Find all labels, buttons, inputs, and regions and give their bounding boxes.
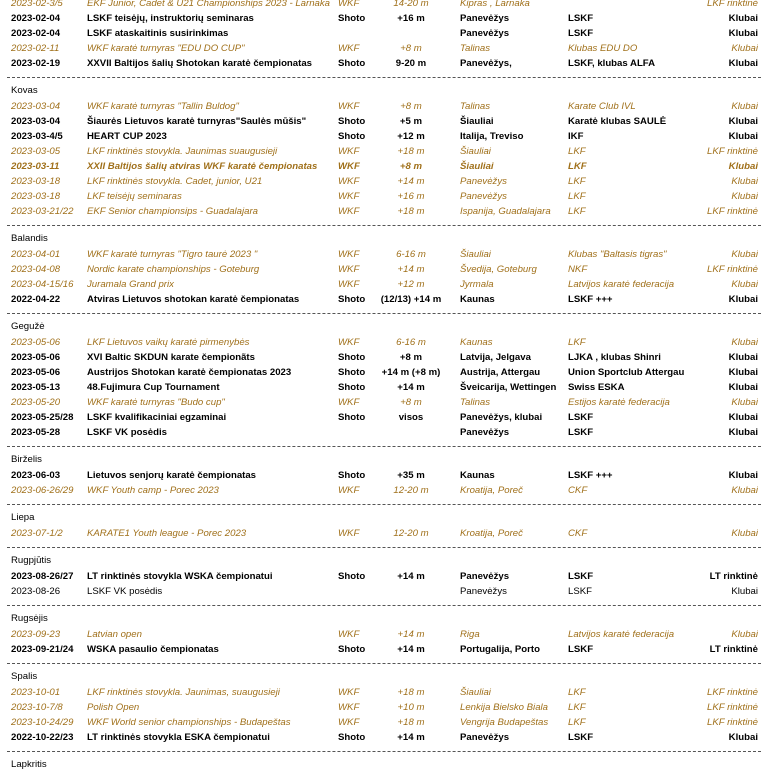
event-row <box>0 365 768 380</box>
event-place: Panevėžys <box>460 732 510 743</box>
event-event: Polish Open <box>87 702 140 713</box>
event-style: WKF <box>338 191 360 202</box>
event-style: Shoto <box>338 412 366 423</box>
event-date: 2023-09-23 <box>11 629 61 640</box>
event-event: LT rinktinės stovykla ESKA čempionatui <box>87 732 270 743</box>
event-event: LKF rinktinės stovykla. Cadet, junior, U21 <box>87 176 263 187</box>
event-style: WKF <box>338 528 360 539</box>
event-style: WKF <box>338 717 360 728</box>
event-type: Klubai <box>728 412 758 423</box>
event-type: Klubai <box>728 161 758 172</box>
event-row <box>0 262 768 277</box>
event-style: WKF <box>338 629 360 640</box>
event-age: +14 m <box>397 571 425 582</box>
event-age: +18 m <box>397 687 425 698</box>
section-divider <box>7 313 761 314</box>
event-place: Panevėžys, klubai <box>460 412 543 423</box>
event-date: 2022-04-22 <box>11 294 61 305</box>
event-type: Klubai <box>731 485 758 496</box>
event-place: Panevėžys, <box>460 58 512 69</box>
event-style: WKF <box>338 702 360 713</box>
event-place: Italija, Treviso <box>460 131 524 142</box>
event-event: Nordic karate championships - Goteburg <box>87 264 260 275</box>
event-org: LSKF +++ <box>568 294 613 305</box>
event-row <box>0 350 768 365</box>
event-place: Jyrmala <box>460 279 494 290</box>
event-event: WKF Youth camp - Porec 2023 <box>87 485 219 496</box>
event-date: 2023-10-24/29 <box>11 717 74 728</box>
event-date: 2023-03-4/5 <box>11 131 63 142</box>
event-type: Klubai <box>731 176 758 187</box>
event-event: EKF Senior championsips - Guadalajara <box>87 206 259 217</box>
event-style: WKF <box>338 279 360 290</box>
event-date: 2023-10-7/8 <box>11 702 63 713</box>
event-type: Klubai <box>728 58 758 69</box>
event-org: Karatė klubas SAULĖ <box>568 116 667 127</box>
event-place: Švedija, Goteburg <box>460 264 537 275</box>
event-date: 2023-03-05 <box>11 146 61 157</box>
event-row <box>0 99 768 114</box>
event-org: Swiss ESKA <box>568 382 625 393</box>
event-age: +8 m <box>400 397 422 408</box>
event-type: Klubai <box>731 191 758 202</box>
event-place: Kroatija, Poreč <box>460 528 523 539</box>
event-org: LSKF +++ <box>568 470 613 481</box>
event-place: Kaunas <box>460 337 493 348</box>
event-style: Shoto <box>338 571 366 582</box>
event-date: 2022-10-22/23 <box>11 732 74 743</box>
event-style: WKF <box>338 485 360 496</box>
event-event: XXVII Baltijos šalių Shotokan karatė čempionatas <box>87 58 312 69</box>
event-date: 2023-05-06 <box>11 352 61 363</box>
event-place: Kaunas <box>460 294 495 305</box>
event-event: WKF karatė turnyras "Budo cup" <box>87 397 225 408</box>
event-style: Shoto <box>338 382 366 393</box>
event-date: 2023-05-20 <box>11 397 61 408</box>
event-row <box>0 26 768 41</box>
event-place: Lenkija Bielsko Biala <box>460 702 548 713</box>
event-place: Latvija, Jelgava <box>460 352 531 363</box>
event-place: Talinas <box>460 43 491 54</box>
event-date: 2023-08-26 <box>11 586 61 597</box>
event-place: Ispanija, Guadalajara <box>460 206 551 217</box>
event-row <box>0 425 768 440</box>
event-age: +12 m <box>397 279 425 290</box>
event-age: +14 m <box>397 176 425 187</box>
event-row <box>0 247 768 262</box>
event-org: LSKF, klubas ALFA <box>568 58 656 69</box>
event-type: LKF rinktinė <box>706 702 758 713</box>
event-date: 2023-05-06 <box>11 337 61 348</box>
event-style: Shoto <box>338 367 366 378</box>
event-row <box>0 335 768 350</box>
event-date: 2023-03-18 <box>11 176 61 187</box>
event-age: +14 m (+8 m) <box>381 367 441 378</box>
event-age: 12-20 m <box>393 485 429 496</box>
month-heading: Rugpjūtis <box>11 555 51 566</box>
event-style: Shoto <box>338 470 366 481</box>
event-age: 9-20 m <box>395 58 427 69</box>
event-place: Šiauliai <box>460 146 491 157</box>
event-org: Latvijos karatė federacija <box>568 629 675 640</box>
event-event: LKF Lietuvos vaikų karatė pirmenybės <box>87 337 250 348</box>
section-divider <box>7 504 761 505</box>
event-org: Klubas EDU DO <box>568 43 638 54</box>
event-place: Austrija, Attergau <box>460 367 541 378</box>
month-heading: Birželis <box>11 454 42 465</box>
event-age: 14-20 m <box>393 0 429 9</box>
event-style: WKF <box>338 687 360 698</box>
event-org: LSKF <box>568 586 592 597</box>
event-age: +14 m <box>397 264 425 275</box>
event-date: 2023-05-28 <box>11 427 61 438</box>
month-heading: Rugsėjis <box>11 613 48 624</box>
event-age: +18 m <box>397 146 425 157</box>
event-place: Kroatija, Poreč <box>460 485 523 496</box>
event-row <box>0 114 768 129</box>
event-date: 2023-02-19 <box>11 58 61 69</box>
event-type: Klubai <box>728 427 758 438</box>
event-row <box>0 129 768 144</box>
event-event: Atviras Lietuvos shotokan karatė čempionatas <box>87 294 300 305</box>
event-style: Shoto <box>338 116 366 127</box>
event-age: +16 m <box>397 13 425 24</box>
event-row <box>0 468 768 483</box>
event-event: LSKF VK posėdis <box>87 586 163 597</box>
event-type: Klubai <box>728 382 758 393</box>
event-place: Šiauliai <box>460 116 494 127</box>
event-place: Panevėžys <box>460 176 507 187</box>
event-date: 2023-03-04 <box>11 101 61 112</box>
event-org: Karate Club IVL <box>568 101 636 112</box>
event-org: LKF <box>568 337 586 348</box>
event-style: Shoto <box>338 131 366 142</box>
event-org: LKF <box>568 191 586 202</box>
event-org: LKF <box>568 161 587 172</box>
event-org: Union Sportclub Attergau <box>568 367 685 378</box>
event-row <box>0 56 768 71</box>
event-date: 2023-05-25/28 <box>11 412 74 423</box>
event-style: WKF <box>338 249 360 260</box>
event-type: LT rinktinė <box>709 644 758 655</box>
section-divider <box>7 547 761 548</box>
event-type: Klubai <box>728 13 758 24</box>
event-event: 48.Fujimura Cup Tournament <box>87 382 220 393</box>
month-heading: Balandis <box>11 233 48 244</box>
event-row <box>0 11 768 26</box>
event-style: WKF <box>338 176 360 187</box>
event-date: 2023-05-06 <box>11 367 61 378</box>
event-style: Shoto <box>338 644 366 655</box>
event-type: Klubai <box>728 352 758 363</box>
event-event: Latvian open <box>87 629 142 640</box>
section-divider <box>7 751 761 752</box>
event-event: HEART CUP 2023 <box>87 131 167 142</box>
section-divider <box>7 605 761 606</box>
event-event: LKF teisėjų seminaras <box>87 191 182 202</box>
event-date: 2023-03-11 <box>11 161 60 172</box>
event-row <box>0 41 768 56</box>
event-style: Shoto <box>338 58 366 69</box>
event-place: Kipras , Larnaka <box>460 0 530 9</box>
event-age: +8 m <box>400 101 422 112</box>
event-age: +10 m <box>397 702 425 713</box>
event-org: LKF <box>568 702 586 713</box>
event-row <box>0 627 768 642</box>
event-age: +16 m <box>397 191 425 202</box>
event-event: WKF karatė turnyras "EDU DO CUP" <box>87 43 245 54</box>
event-style: WKF <box>338 337 360 348</box>
event-row <box>0 174 768 189</box>
event-event: LSKF VK posėdis <box>87 427 167 438</box>
event-type: Klubai <box>728 131 758 142</box>
event-date: 2023-04-08 <box>11 264 61 275</box>
event-org: IKF <box>568 131 584 142</box>
event-age: +14 m <box>397 644 425 655</box>
event-style: WKF <box>338 101 360 112</box>
event-event: EKF Junior, Cadet & U21 Championships 2023 - Larnaka <box>87 0 331 9</box>
event-age: +18 m <box>397 206 425 217</box>
event-row <box>0 410 768 425</box>
event-place: Šiauliai <box>460 687 491 698</box>
event-date: 2023-03-18 <box>11 191 61 202</box>
event-style: WKF <box>338 397 360 408</box>
event-age: +18 m <box>397 717 425 728</box>
event-date: 2023-09-21/24 <box>11 644 74 655</box>
event-date: 2023-02-04 <box>11 13 61 24</box>
month-heading: Spalis <box>11 671 38 682</box>
event-place: Panevėžys <box>460 28 510 39</box>
event-event: KARATE1 Youth league - Porec 2023 <box>87 528 247 539</box>
event-age: 12-20 m <box>393 528 429 539</box>
event-age: 6-16 m <box>396 337 426 348</box>
event-style: WKF <box>338 206 360 217</box>
event-event: LKF rinktinės stovykla. Jaunimas, suaugusieji <box>87 687 280 698</box>
event-type: LKF rinktinė <box>706 206 758 217</box>
event-type: Klubai <box>728 116 758 127</box>
event-type: LKF rinktinė <box>706 687 758 698</box>
event-event: WKF karatė turnyras "Tigro taurė 2023 " <box>87 249 258 260</box>
event-date: 2023-05-13 <box>11 382 61 393</box>
event-type: Klubai <box>728 28 758 39</box>
event-event: WSKA pasaulio čempionatas <box>87 644 219 655</box>
event-type: Klubai <box>731 43 758 54</box>
event-org: LSKF <box>568 427 594 438</box>
event-place: Talinas <box>460 101 491 112</box>
event-row <box>0 685 768 700</box>
event-event: WKF World senior championships - Budapeštas <box>87 717 291 728</box>
event-event: LSKF ataskaitinis susirinkimas <box>87 28 229 39</box>
event-row <box>0 277 768 292</box>
event-row <box>0 159 768 174</box>
month-heading: Liepa <box>11 512 35 523</box>
event-type: Klubai <box>731 528 758 539</box>
event-row <box>0 730 768 745</box>
event-place: Panevėžys <box>460 427 510 438</box>
event-style: WKF <box>338 0 360 9</box>
event-row <box>0 189 768 204</box>
section-divider <box>7 446 761 447</box>
event-type: Klubai <box>728 367 758 378</box>
event-age: +8 m <box>400 43 422 54</box>
event-row <box>0 483 768 498</box>
month-heading: Kovas <box>11 85 38 96</box>
event-org: LSKF <box>568 732 594 743</box>
event-age: +12 m <box>397 131 425 142</box>
event-style: WKF <box>338 43 360 54</box>
event-org: LKF <box>568 687 586 698</box>
event-row <box>0 584 768 599</box>
event-place: Šveicarija, Wettingen <box>460 382 557 393</box>
event-date: 2023-10-01 <box>11 687 61 698</box>
event-type: Klubai <box>731 337 758 348</box>
event-date: 2023-07-1/2 <box>11 528 63 539</box>
event-age: visos <box>398 412 424 423</box>
month-heading: Gegužė <box>11 321 45 332</box>
event-row <box>0 700 768 715</box>
event-org: LJKA , klubas Shinri <box>568 352 661 363</box>
event-date: 2023-02-04 <box>11 28 61 39</box>
event-type: Klubai <box>731 249 758 260</box>
event-org: Klubas "Baltasis tigras" <box>568 249 667 260</box>
event-row <box>0 715 768 730</box>
event-age: +14 m <box>397 629 425 640</box>
event-org: CKF <box>568 528 588 539</box>
section-divider <box>7 77 761 78</box>
event-style: WKF <box>338 161 360 172</box>
event-org: LKF <box>568 206 586 217</box>
event-event: Šiaurės Lietuvos karatė turnyras"Saulės mūšis" <box>87 116 307 127</box>
event-row <box>0 569 768 584</box>
event-row <box>0 395 768 410</box>
event-event: WKF karatė turnyras "Tallin Buldog" <box>87 101 239 112</box>
event-org: CKF <box>568 485 588 496</box>
event-style: WKF <box>338 146 360 157</box>
event-org: NKF <box>568 264 588 275</box>
event-row <box>0 380 768 395</box>
event-place: Panevėžys <box>460 571 510 582</box>
event-org: LSKF <box>568 571 594 582</box>
event-org: LSKF <box>568 412 594 423</box>
event-type: LKF rinktinė <box>706 0 758 9</box>
event-place: Portugalija, Porto <box>460 644 540 655</box>
event-event: LKF rinktinės stovykla. Jaunimas suaugusieji <box>87 146 278 157</box>
event-org: LSKF <box>568 644 594 655</box>
event-age: +14 m <box>397 732 425 743</box>
event-row <box>0 292 768 307</box>
event-row <box>0 642 768 657</box>
event-style: Shoto <box>338 732 366 743</box>
event-event: LSKF teisėjų, instruktorių seminaras <box>87 13 254 24</box>
event-place: Panevėžys <box>460 191 507 202</box>
section-divider <box>7 663 761 664</box>
event-org: LKF <box>568 176 586 187</box>
event-style: Shoto <box>338 352 366 363</box>
event-event: Lietuvos senjorų karatė čempionatas <box>87 470 257 481</box>
event-date: 2023-02-3/5 <box>11 0 63 9</box>
event-event: XXII Baltijos šalių atviras WKF karatė čempionatas <box>87 161 318 172</box>
event-type: LT rinktinė <box>709 571 758 582</box>
event-age: 6-16 m <box>396 249 426 260</box>
event-event: LT rinktinės stovykla WSKA čempionatui <box>87 571 273 582</box>
event-date: 2023-02-11 <box>11 43 60 54</box>
event-age: +8 m <box>399 352 423 363</box>
event-row <box>0 144 768 159</box>
event-org: LSKF <box>568 28 594 39</box>
event-type: Klubai <box>731 279 758 290</box>
event-row <box>0 526 768 541</box>
event-age: (12/13) +14 m <box>380 294 442 305</box>
event-date: 2023-06-03 <box>11 470 61 481</box>
event-age: +14 m <box>397 382 425 393</box>
event-type: Klubai <box>728 470 758 481</box>
event-place: Šiauliai <box>460 161 494 172</box>
event-age: +35 m <box>397 470 425 481</box>
event-row <box>0 204 768 219</box>
event-date: 2023-03-04 <box>11 116 61 127</box>
event-type: Klubai <box>728 294 758 305</box>
section-divider <box>7 225 761 226</box>
event-place: Šiauliai <box>460 249 491 260</box>
event-date: 2023-08-26/27 <box>11 571 74 582</box>
event-style: WKF <box>338 264 360 275</box>
event-type: Klubai <box>731 101 758 112</box>
event-style: Shoto <box>338 294 366 305</box>
event-type: LKF rinktinė <box>706 146 758 157</box>
event-event: Juramala Grand prix <box>87 279 174 290</box>
event-type: LKF rinktinė <box>706 264 758 275</box>
event-place: Kaunas <box>460 470 495 481</box>
event-date: 2023-03-21/22 <box>11 206 74 217</box>
event-date: 2023-06-26/29 <box>11 485 74 496</box>
month-heading: Lapkritis <box>11 759 47 770</box>
event-place: Panevėžys <box>460 13 510 24</box>
event-place: Vengrija Budapeštas <box>460 717 549 728</box>
event-type: Klubai <box>731 586 758 597</box>
event-place: Talinas <box>460 397 491 408</box>
event-org: Estijos karatė federacija <box>568 397 670 408</box>
event-place: Panevėžys <box>460 586 507 597</box>
event-date: 2023-04-01 <box>11 249 61 260</box>
event-date: 2023-04-15/16 <box>11 279 74 290</box>
event-org: LSKF <box>568 13 594 24</box>
event-org: Latvijos karatė federacija <box>568 279 675 290</box>
event-event: Austrijos Shotokan karatė čempionatas 2023 <box>87 367 292 378</box>
event-org: LKF <box>568 717 586 728</box>
event-row <box>0 0 768 11</box>
event-type: Klubai <box>731 629 758 640</box>
event-place: Riga <box>460 629 480 640</box>
event-org: LKF <box>568 146 586 157</box>
event-type: Klubai <box>728 732 758 743</box>
event-style: Shoto <box>338 13 366 24</box>
event-type: Klubai <box>731 397 758 408</box>
event-event: XVI Baltic SKDUN karate čempionãts <box>87 352 255 363</box>
event-age: +8 m <box>399 161 423 172</box>
event-event: LSKF kvalifikaciniai egzaminai <box>87 412 227 423</box>
event-type: LKF rinktinė <box>706 717 758 728</box>
event-age: +5 m <box>399 116 423 127</box>
